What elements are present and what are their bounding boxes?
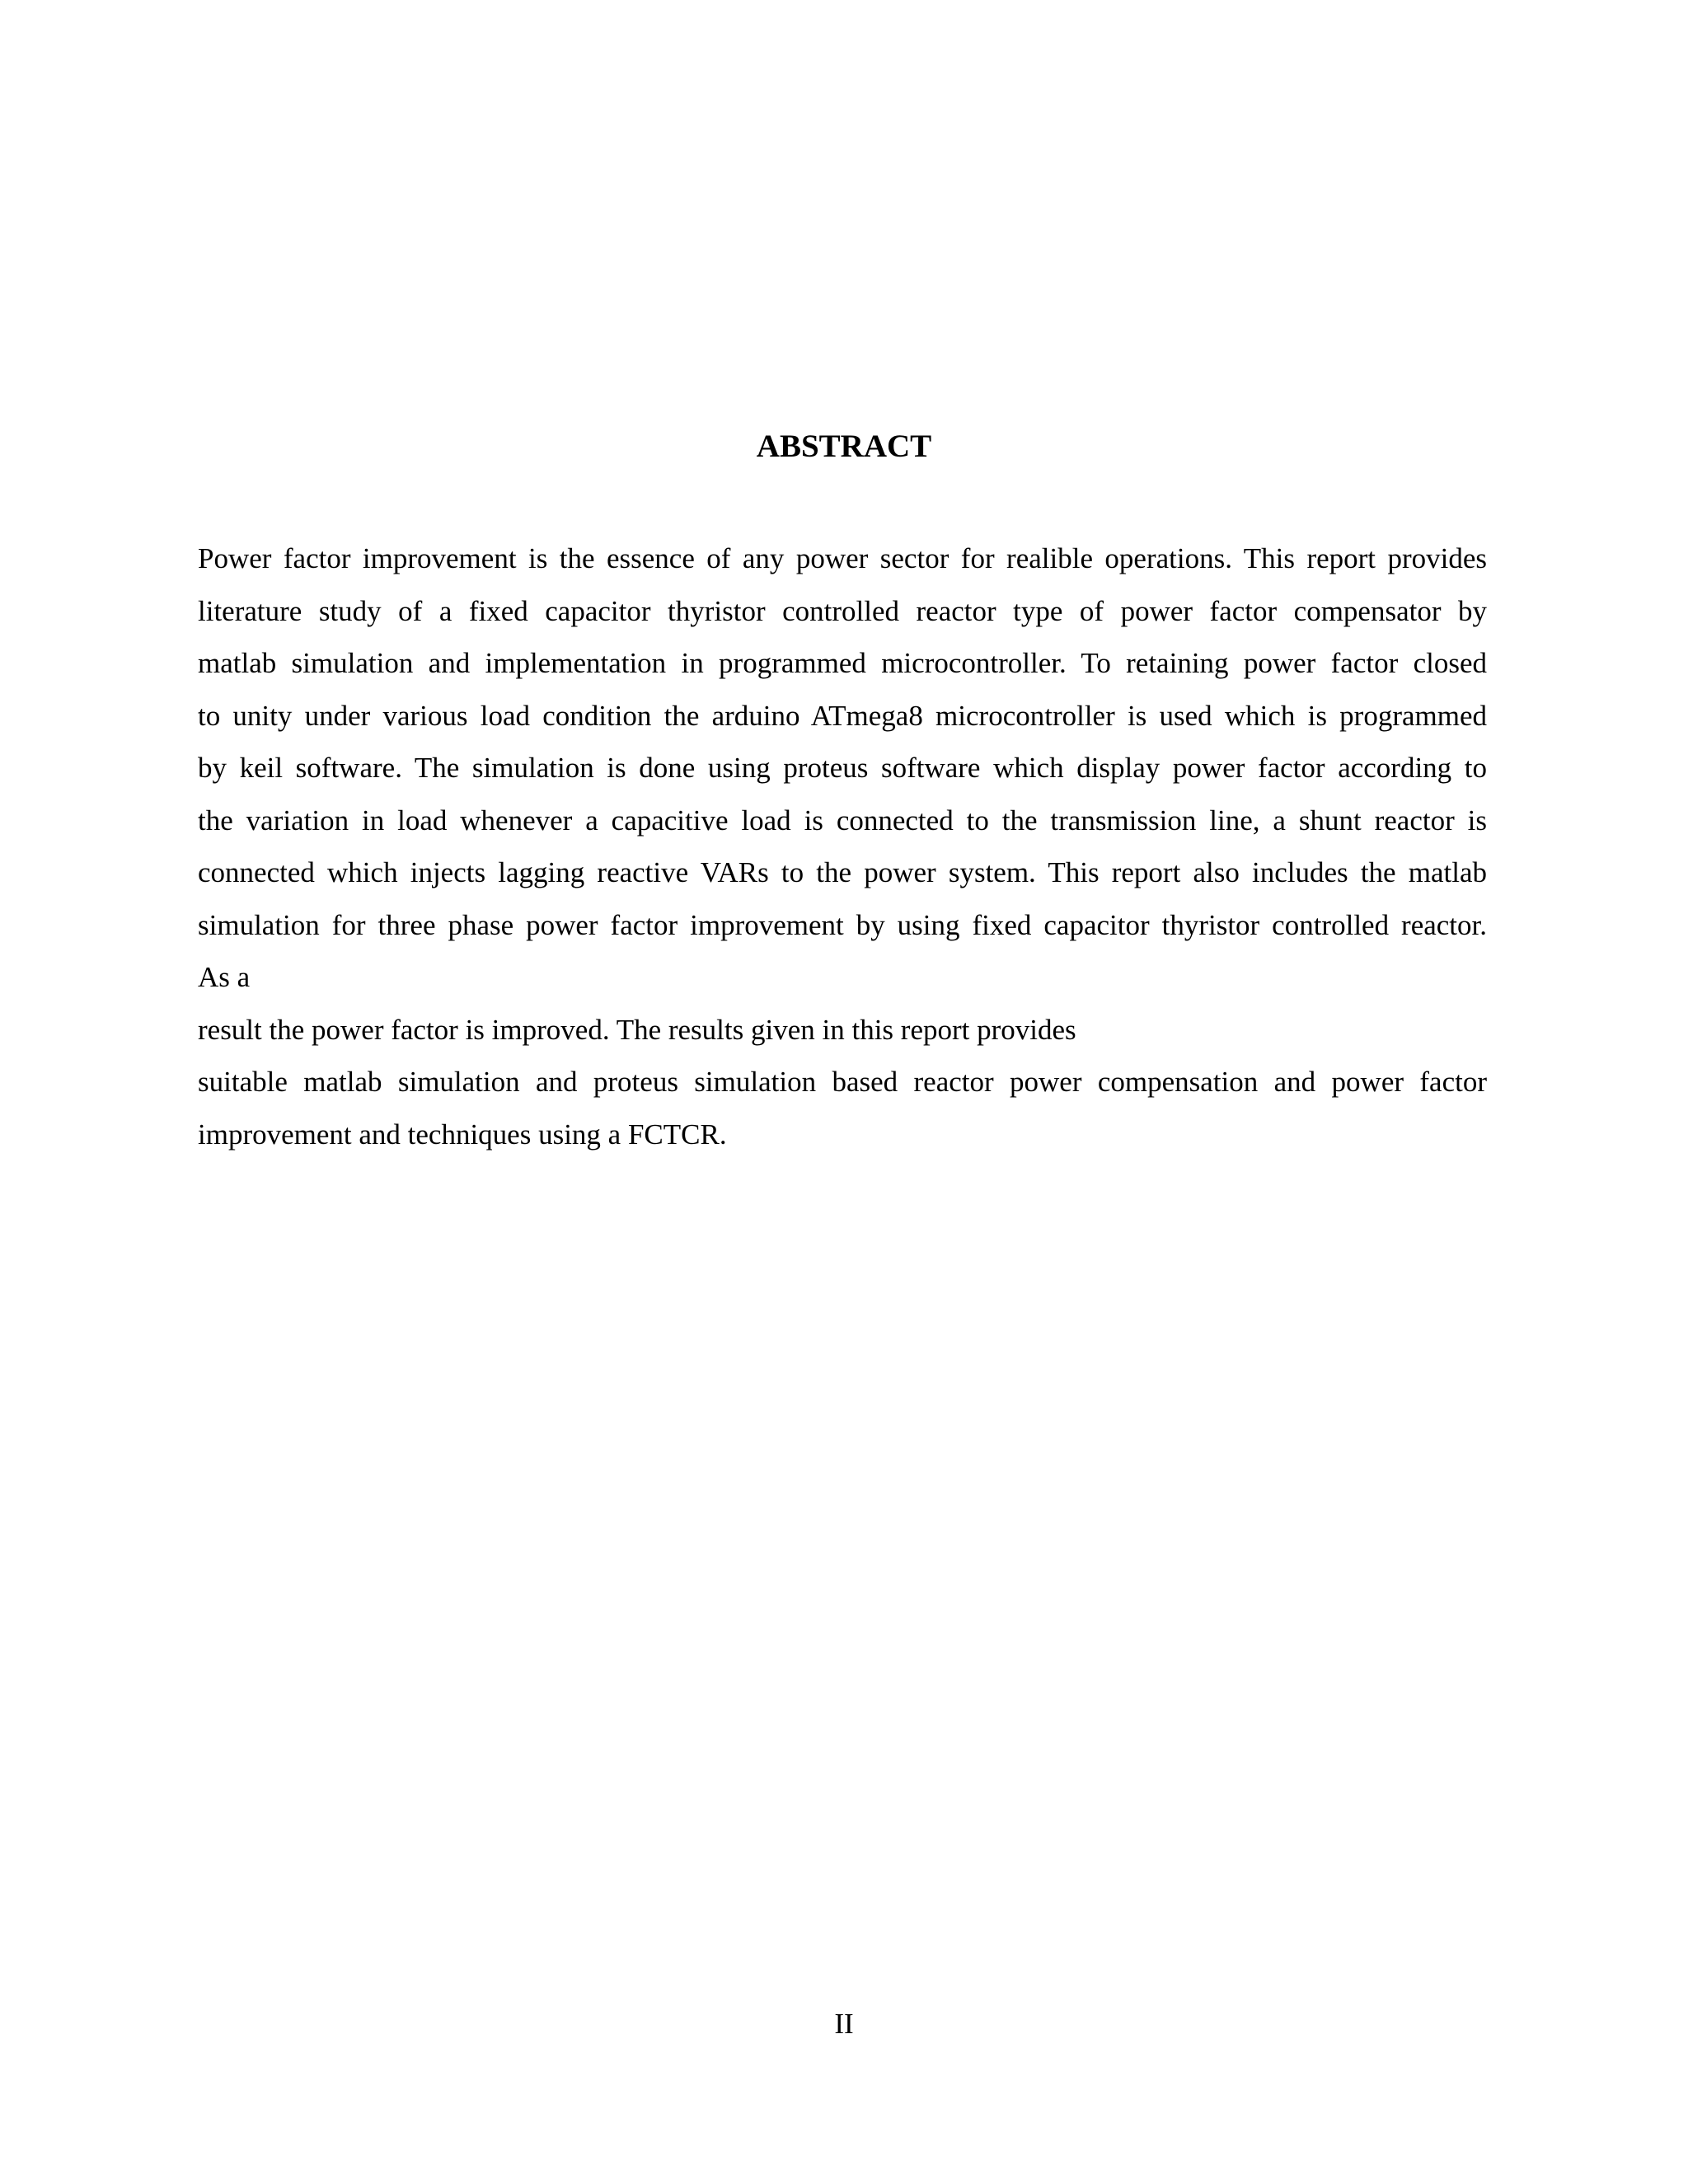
abstract-line-7: connected which injects lagging reactive VARs to the power system. This report also includes the matlab — [198, 856, 1487, 888]
abstract-heading: ABSTRACT — [756, 429, 932, 464]
abstract-line-8: simulation for three phase power factor improvement by using fixed capacitor thyristor controlled reactor. — [198, 908, 1487, 941]
abstract-line-6: the variation in load whenever a capacitive load is connected to the transmission line, a shunt reactor is — [198, 804, 1487, 837]
abstract-line-2: literature study of a fixed capacitor thyristor controlled reactor type of power factor compensator by — [198, 594, 1487, 627]
abstract-line-5: by keil software. The simulation is done using proteus software which display power factor according to — [198, 752, 1487, 784]
abstract-line-3: matlab simulation and implementation in programmed microcontroller. To retaining power factor closed — [198, 647, 1487, 679]
abstract-line-4: to unity under various load condition the arduino ATmega8 microcontroller is used which is programmed — [198, 699, 1487, 732]
abstract-line-1: Power factor improvement is the essence of any power sector for realible operations. This report provides — [198, 542, 1487, 574]
abstract-line-11: suitable matlab simulation and proteus simulation based reactor power compensation and power factor — [198, 1066, 1487, 1098]
abstract-line-10: result the power factor is improved. The results given in this report provides — [198, 1013, 1076, 1046]
abstract-line-12: improvement and techniques using a FCTCR. — [198, 1118, 727, 1151]
abstract-line-9: As a — [198, 961, 251, 993]
abstract-body — [198, 532, 1487, 1160]
page-number: II — [834, 2008, 854, 2040]
